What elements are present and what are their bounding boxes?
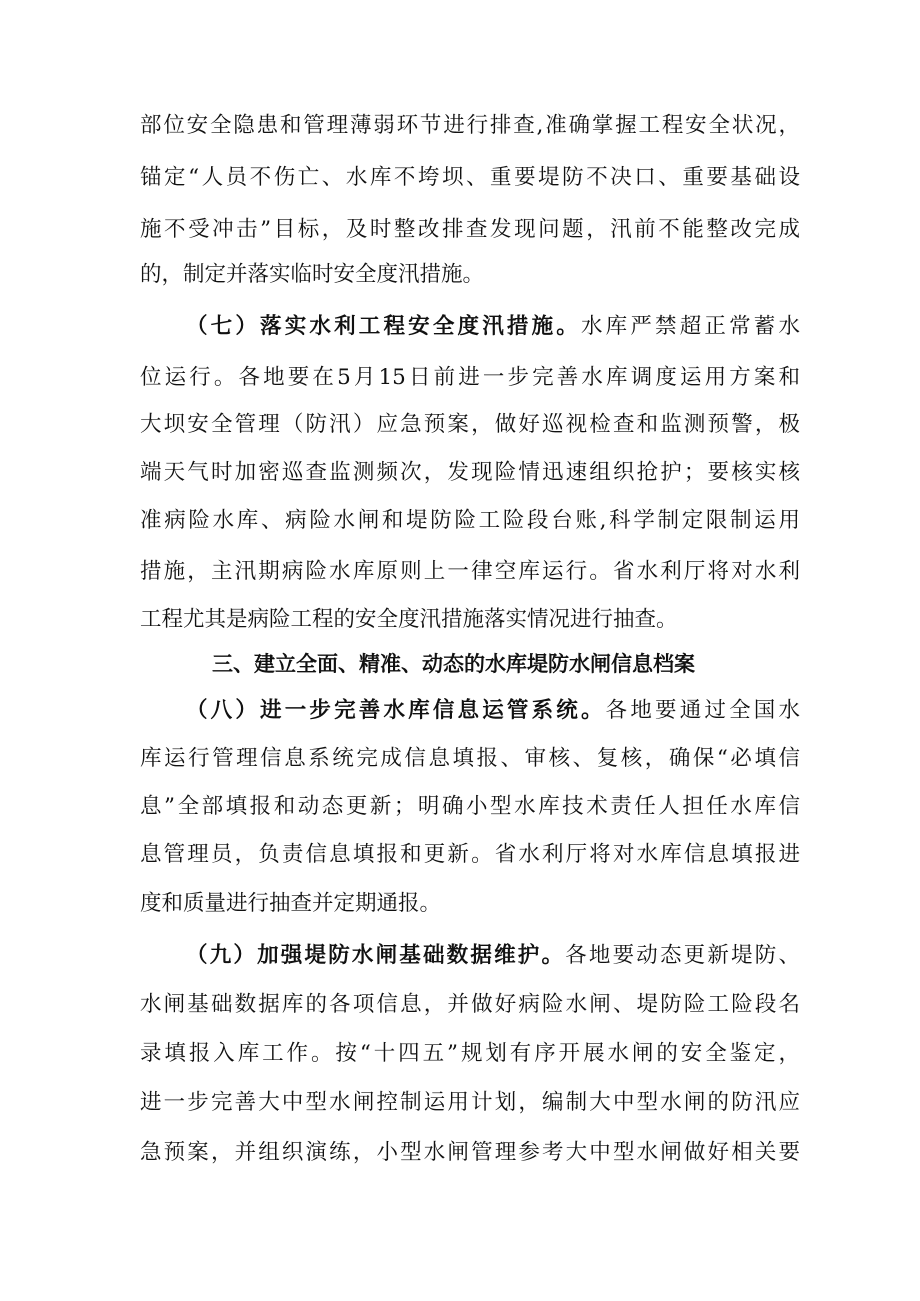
paragraph-line: 准病险水库、病险水闸和堤防险工险段台账,科学制定限制运用 bbox=[140, 508, 800, 533]
paragraph-line: 位运行。各地要在5月15日前进一步完善水库调度运用方案和 bbox=[140, 365, 800, 390]
section-lead-bold: （七）落实水利工程安全度汛措施。 bbox=[186, 314, 581, 339]
paragraph-line: 的，制定并落实临时安全度汛措施。 bbox=[140, 262, 485, 287]
paragraph-line: 急预案，并组织演练，小型水闸管理参考大中型水闸做好相关要 bbox=[140, 1140, 800, 1165]
section-lead-text: 水库严禁超正常蓄水 bbox=[580, 314, 800, 339]
paragraph-line: 大坝安全管理（防汛）应急预案，做好巡视检查和监测预警，极 bbox=[140, 412, 800, 437]
paragraph-line: 锚定“人员不伤亡、水库不垮坝、重要堤防不决口、重要基础设 bbox=[140, 165, 800, 190]
paragraph-line: 息管理员，负责信息填报和更新。省水利厅将对水库信息填报进 bbox=[140, 842, 800, 867]
paragraph-line: 度和质量进行抽查并定期通报。 bbox=[140, 891, 442, 916]
paragraph-line: 水闸基础数据库的各项信息，并做好病险水闸、堤防险工险段名 bbox=[140, 992, 800, 1017]
section-lead-bold: （八）进一步完善水库信息运管系统。 bbox=[186, 698, 606, 723]
paragraph-line: 息”全部填报和动态更新；明确小型水库技术责任人担任水库信 bbox=[140, 794, 800, 819]
paragraph-line: 进一步完善大中型水闸控制运用计划，编制大中型水闸的防汛应 bbox=[140, 1090, 800, 1115]
paragraph-line: 录填报入库工作。按“十四五”规划有序开展水闸的安全鉴定， bbox=[140, 1041, 800, 1066]
paragraph-line bbox=[186, 307, 800, 347]
paragraph-line: 库运行管理信息系统完成信息填报、审核、复核，确保“必填信 bbox=[140, 746, 800, 771]
section-heading: 三、建立全面、精准、动态的水库堤防水闸信息档案 bbox=[212, 652, 695, 676]
paragraph-line bbox=[186, 936, 800, 976]
paragraph-line: 措施，主汛期病险水库原则上一律空库运行。省水利厅将对水利 bbox=[140, 559, 800, 584]
paragraph-line: 施不受冲击”目标，及时整改排查发现问题，汛前不能整改完成 bbox=[140, 217, 800, 242]
section-lead-text: 各地要动态更新堤防、 bbox=[565, 943, 800, 968]
paragraph-line: 端天气时加密巡查监测频次，发现险情迅速组织抢护；要核实核 bbox=[140, 460, 800, 485]
paragraph-line bbox=[186, 691, 800, 731]
paragraph-line: 部位安全隐患和管理薄弱环节进行排查,准确掌握工程安全状况， bbox=[140, 113, 800, 138]
paragraph-line: 工程尤其是病险工程的安全度汛措施落实情况进行抽查。 bbox=[140, 607, 678, 632]
section-lead-text: 各地要通过全国水 bbox=[605, 698, 800, 723]
section-lead-bold: （九）加强堤防水闸基础数据维护。 bbox=[186, 943, 566, 968]
